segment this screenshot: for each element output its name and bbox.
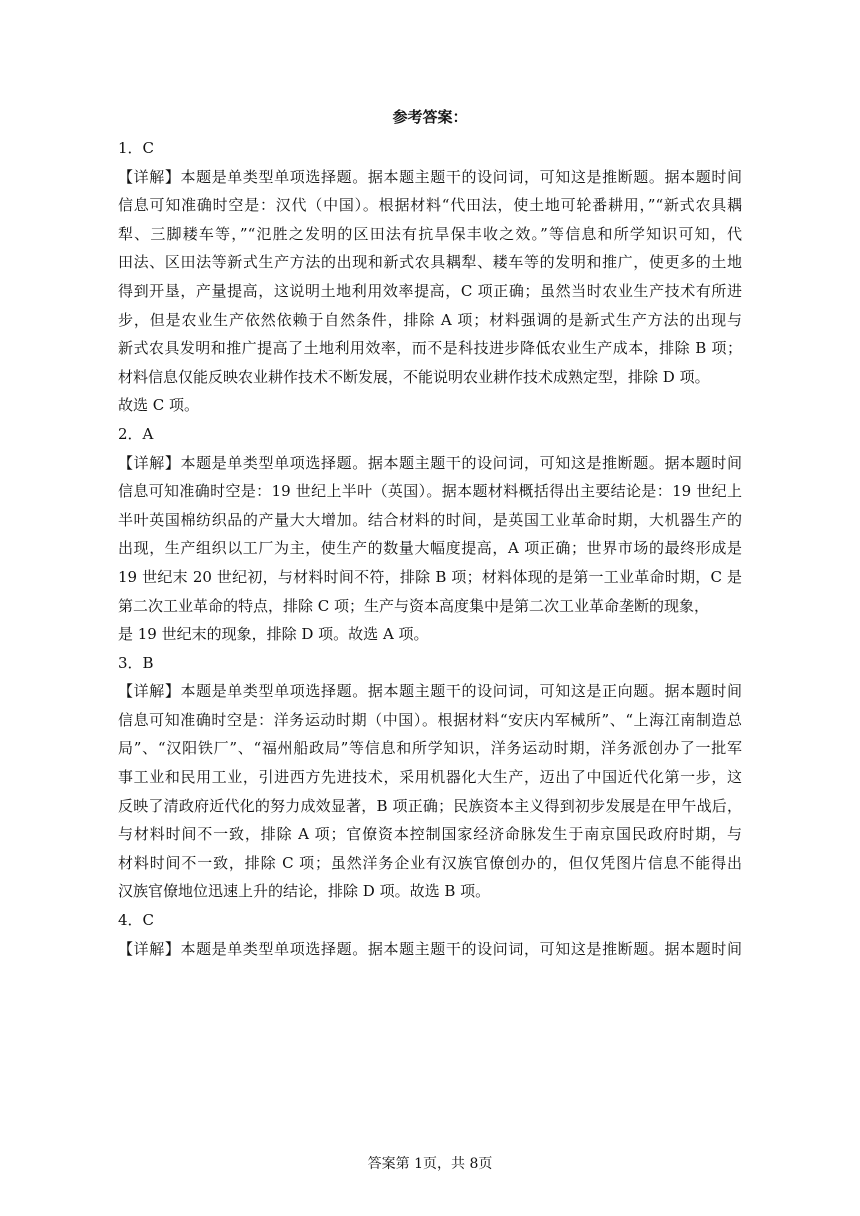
explanation-line: 材料信息仅能反映农业耕作技术不断发展，不能说明农业耕作技术成熟定型，排除 D 项。 <box>118 367 710 386</box>
explanation-line: 【详解】本题是单类型单项选择题。据本题主题干的设问词，可知这是正向题。据本题时间 <box>118 682 742 701</box>
explanation-line: 新式农具发明和推广提高了土地利用效率，而不是科技进步降低农业生产成本，排除 B 项； <box>118 339 742 358</box>
explanation-line: 是 19 世纪末的现象，排除 D 项。故选 A 项。 <box>118 625 429 644</box>
answer-number: 4．C <box>118 911 155 930</box>
answer-content <box>118 134 742 963</box>
explanation-line: 信息可知准确时空是：19 世纪上半叶（英国）。据本题材料概括得出主要结论是：19 世纪上 <box>118 482 742 501</box>
explanation-line: 材料时间不一致，排除 C 项；虽然洋务企业有汉族官僚创办的，但仅凭图片信息不能得出 <box>118 853 742 872</box>
explanation-line: 信息可知准确时空是：汉代（中国）。根据材料“代田法，使土地可轮番耕用，”“新式农具耦 <box>118 196 742 215</box>
explanation-line: 事工业和民用工业，引进西方先进技术，采用机器化大生产，迈出了中国近代化第一步，这 <box>118 768 742 787</box>
explanation-line: 局”、“汉阳铁厂”、“福州船政局”等信息和所学知识，洋务运动时期，洋务派创办了一批军 <box>118 739 742 758</box>
explanation-line: 信息可知准确时空是：洋务运动时期（中国）。根据材料“安庆内军械所”、“上海江南制造总 <box>118 710 742 729</box>
explanation-line: 田法、区田法等新式生产方法的出现和新式农具耦犁、耧车等的发明和推广，使更多的土地 <box>118 253 742 272</box>
page-footer: 答案第 1页，共 8页 <box>367 1156 493 1172</box>
answer-number: 1．C <box>118 139 155 157</box>
explanation-line: 与材料时间不一致，排除 A 项；官僚资本控制国家经济命脉发生于南京国民政府时期，与 <box>118 825 742 844</box>
explanation-line: 故选 C 项。 <box>118 396 200 415</box>
explanation-line: 步，但是农业生产依然依赖于自然条件，排除 A 项；材料强调的是新式生产方法的出现与 <box>118 310 742 329</box>
explanation-line: 【详解】本题是单类型单项选择题。据本题主题干的设问词，可知这是推断题。据本题时间 <box>118 167 742 186</box>
explanation-line: 半叶英国棉纺织品的产量大大增加。结合材料的时间，是英国工业革命时期，大机器生产的 <box>118 510 742 529</box>
explanation-line: 反映了清政府近代化的努力成效显著，B 项正确；民族资本主义得到初步发展是在甲午战后， <box>118 796 742 815</box>
explanation-line: 【详解】本题是单类型单项选择题。据本题主题干的设问词，可知这是推断题。据本题时间 <box>118 939 742 958</box>
page-title: 参考答案： <box>392 108 468 126</box>
answer-number: 2．A <box>118 424 154 443</box>
explanation-line: 19 世纪末 20 世纪初，与材料时间不符，排除 B 项；材料体现的是第一工业革命时期，C 是 <box>118 567 742 586</box>
explanation-line: 得到开垦，产量提高，这说明土地利用效率提高，C 项正确；虽然当时农业生产技术有所进 <box>118 281 742 300</box>
explanation-line: 犁、三脚耧车等，”“氾胜之发明的区田法有抗旱保丰收之效。”等信息和所学知识可知，代 <box>118 224 742 243</box>
answer-number: 3．B <box>118 653 154 672</box>
explanation-line: 【详解】本题是单类型单项选择题。据本题主题干的设问词，可知这是推断题。据本题时间 <box>118 453 742 472</box>
explanation-line: 出现，生产组织以工厂为主，使生产的数量大幅度提高，A 项正确；世界市场的最终形成是 <box>118 539 742 558</box>
explanation-line: 汉族官僚地位迅速上升的结论，排除 D 项。故选 B 项。 <box>118 882 491 901</box>
explanation-line: 第二次工业革命的特点，排除 C 项；生产与资本高度集中是第二次工业革命垄断的现象， <box>118 596 710 615</box>
